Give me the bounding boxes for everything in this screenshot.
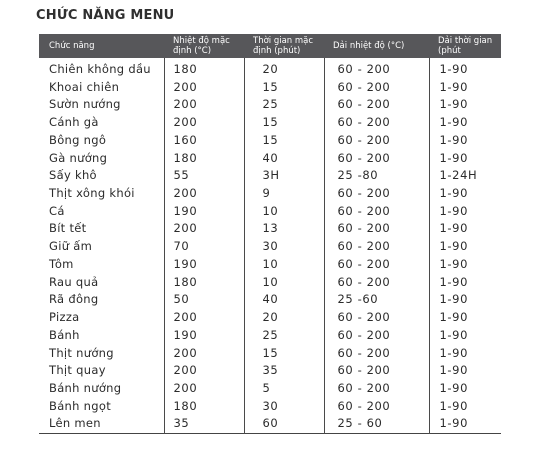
default-temperature-cell: 190: [164, 256, 244, 274]
temperature-range-cell: 60 - 200: [324, 132, 429, 150]
default-time-cell: 20: [244, 58, 324, 79]
default-temperature-cell: 160: [164, 132, 244, 150]
temperature-range-cell: 60 - 200: [324, 185, 429, 203]
time-range-cell: 1-90: [429, 256, 501, 274]
function-name-cell: Bánh ngọt: [49, 398, 112, 413]
default-temperature-cell: 200: [164, 185, 244, 203]
default-temperature-cell: 50: [164, 291, 244, 309]
default-time-cell: 20: [244, 309, 324, 327]
function-name-cell: Thịt nướng: [49, 345, 114, 360]
default-temperature-cell: 200: [164, 79, 244, 97]
default-temperature-cell: 200: [164, 96, 244, 114]
column-header-function: Chức năng: [39, 34, 164, 58]
table-row: [39, 327, 501, 345]
column-header-default-temperature: Nhiệt độ mặc định (°C): [164, 34, 244, 58]
function-name-cell: Rau quả: [49, 274, 99, 289]
default-temperature-cell: 200: [164, 220, 244, 238]
time-range-cell: 1-90: [429, 327, 501, 345]
table-row: [39, 58, 501, 79]
table-row: [39, 114, 501, 132]
time-range-cell: 1-90: [429, 114, 501, 132]
default-temperature-cell: 200: [164, 114, 244, 132]
function-name-cell: Bít tết: [49, 221, 87, 236]
function-name-cell: Giữ ấm: [49, 239, 93, 254]
default-temperature-cell: 180: [164, 58, 244, 79]
default-temperature-cell: 180: [164, 150, 244, 168]
default-time-cell: 15: [244, 345, 324, 363]
default-time-cell: 15: [244, 132, 324, 150]
function-name-cell: Khoai chiên: [49, 79, 120, 94]
time-range-cell: 1-90: [429, 362, 501, 380]
column-header-time-range: Dải thời gian (phút: [429, 34, 501, 58]
table-row: [39, 150, 501, 168]
function-name-cell: Cá: [49, 203, 65, 218]
table-row: [39, 274, 501, 292]
default-temperature-cell: 200: [164, 380, 244, 398]
temperature-range-cell: 60 - 200: [324, 398, 429, 416]
temperature-range-cell: 60 - 200: [324, 327, 429, 345]
temperature-range-cell: 60 - 200: [324, 58, 429, 79]
function-name-cell: Gà nướng: [49, 150, 108, 165]
table-row: [39, 291, 501, 309]
temperature-range-cell: 60 - 200: [324, 345, 429, 363]
table-row: [39, 309, 501, 327]
default-time-cell: 3H: [244, 167, 324, 185]
table-row: [39, 362, 501, 380]
time-range-cell: 1-90: [429, 309, 501, 327]
default-temperature-cell: 200: [164, 309, 244, 327]
time-range-cell: 1-90: [429, 415, 501, 433]
function-name-cell: Rã đông: [49, 292, 99, 307]
temperature-range-cell: 25 -60: [324, 291, 429, 309]
temperature-range-cell: 60 - 200: [324, 79, 429, 97]
table-row: [39, 398, 501, 416]
table-row: [39, 220, 501, 238]
default-time-cell: 15: [244, 114, 324, 132]
function-name-cell: Bông ngô: [49, 132, 107, 147]
default-time-cell: 35: [244, 362, 324, 380]
default-time-cell: 30: [244, 398, 324, 416]
function-name-cell: Thịt xông khói: [49, 186, 135, 201]
table-row: [39, 167, 501, 185]
default-time-cell: 25: [244, 327, 324, 345]
default-temperature-cell: 180: [164, 398, 244, 416]
time-range-cell: 1-90: [429, 274, 501, 292]
temperature-range-cell: 60 - 200: [324, 203, 429, 221]
default-time-cell: 10: [244, 274, 324, 292]
temperature-range-cell: 60 - 200: [324, 380, 429, 398]
default-temperature-cell: 70: [164, 238, 244, 256]
temperature-range-cell: 60 - 200: [324, 220, 429, 238]
default-time-cell: 10: [244, 256, 324, 274]
default-time-cell: 40: [244, 150, 324, 168]
temperature-range-cell: 60 - 200: [324, 256, 429, 274]
default-temperature-cell: 55: [164, 167, 244, 185]
table-body: [39, 58, 501, 434]
column-header-temperature-range: Dải nhiệt độ (°C): [324, 34, 429, 58]
function-name-cell: Chiên không dầu: [49, 62, 151, 76]
table-row: [39, 256, 501, 274]
page-title: CHỨC NĂNG MENU: [36, 8, 175, 23]
time-range-cell: 1-90: [429, 291, 501, 309]
function-name-cell: Bánh nướng: [49, 380, 122, 395]
default-time-cell: 15: [244, 79, 324, 97]
temperature-range-cell: 60 - 200: [324, 114, 429, 132]
default-temperature-cell: 180: [164, 274, 244, 292]
time-range-cell: 1-90: [429, 345, 501, 363]
temperature-range-cell: 60 - 200: [324, 362, 429, 380]
default-temperature-cell: 190: [164, 203, 244, 221]
time-range-cell: 1-90: [429, 58, 501, 79]
table-row: [39, 345, 501, 363]
menu-function-table: [39, 34, 501, 434]
time-range-cell: 1-90: [429, 79, 501, 97]
table-row: [39, 380, 501, 398]
table-row: [39, 238, 501, 256]
table-row: [39, 132, 501, 150]
column-header-default-time: Thời gian mặc định (phút): [244, 34, 324, 58]
temperature-range-cell: 25 - 60: [324, 415, 429, 433]
function-name-cell: Sấy khô: [49, 168, 97, 183]
time-range-cell: 1-90: [429, 185, 501, 203]
default-time-cell: 30: [244, 238, 324, 256]
default-time-cell: 25: [244, 96, 324, 114]
temperature-range-cell: 60 - 200: [324, 309, 429, 327]
default-time-cell: 10: [244, 203, 324, 221]
default-time-cell: 40: [244, 291, 324, 309]
time-range-cell: 1-24H: [429, 167, 501, 185]
temperature-range-cell: 25 -80: [324, 167, 429, 185]
time-range-cell: 1-90: [429, 132, 501, 150]
table-row: [39, 79, 501, 97]
temperature-range-cell: 60 - 200: [324, 238, 429, 256]
default-temperature-cell: 200: [164, 345, 244, 363]
function-name-cell: Thịt quay: [49, 363, 106, 378]
time-range-cell: 1-90: [429, 238, 501, 256]
default-time-cell: 13: [244, 220, 324, 238]
table-header-row: [39, 34, 501, 58]
table-row: [39, 96, 501, 114]
temperature-range-cell: 60 - 200: [324, 150, 429, 168]
default-time-cell: 9: [244, 185, 324, 203]
default-time-cell: 5: [244, 380, 324, 398]
time-range-cell: 1-90: [429, 203, 501, 221]
function-name-cell: Bánh: [49, 327, 80, 342]
function-name-cell: Tôm: [49, 256, 74, 271]
default-temperature-cell: 35: [164, 415, 244, 433]
time-range-cell: 1-90: [429, 398, 501, 416]
time-range-cell: 1-90: [429, 220, 501, 238]
default-temperature-cell: 200: [164, 362, 244, 380]
default-time-cell: 60: [244, 415, 324, 433]
temperature-range-cell: 60 - 200: [324, 274, 429, 292]
table-row: [39, 185, 501, 203]
table-row: [39, 203, 501, 221]
function-name-cell: Lên men: [49, 416, 101, 431]
temperature-range-cell: 60 - 200: [324, 96, 429, 114]
time-range-cell: 1-90: [429, 96, 501, 114]
time-range-cell: 1-90: [429, 150, 501, 168]
default-temperature-cell: 190: [164, 327, 244, 345]
function-name-cell: Pizza: [49, 310, 80, 325]
function-name-cell: Cánh gà: [49, 115, 99, 130]
table-row: [39, 415, 501, 433]
function-name-cell: Sườn nướng: [49, 97, 121, 112]
time-range-cell: 1-90: [429, 380, 501, 398]
